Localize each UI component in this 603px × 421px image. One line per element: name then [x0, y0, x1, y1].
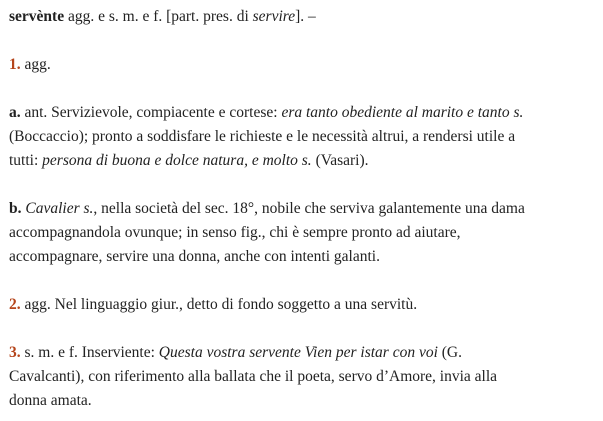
sense-2 — [9, 293, 599, 317]
lemma: servènte — [9, 8, 65, 25]
sense-1 — [9, 53, 599, 77]
sense-number: 1. — [9, 56, 21, 73]
subsense-letter: a. — [9, 104, 21, 121]
sense-text: s. m. e f. Inserviente: — [20, 344, 159, 361]
sense-b — [9, 197, 599, 269]
sense-text: Cavalcanti), con riferimento alla ballata che il poeta, servo d’Amore, invia alla — [9, 368, 498, 385]
subsense-text: ant. Servizievole, compiacente e cortese: — [20, 104, 282, 121]
sense-text: agg. Nel linguaggio giur., detto di fondo soggetto a una servitù. — [20, 296, 418, 313]
sense-text: agg. — [20, 56, 51, 73]
entry-header — [9, 5, 599, 29]
subsense-letter: b. — [9, 200, 22, 217]
subsense-text: tutti: — [9, 152, 43, 169]
subsense-text: (Boccaccio); pronto a soddisfare le richieste e le necessità altrui, a rendersi utile a — [9, 128, 516, 145]
subsense-text: accompagnare, servire una donna, anche con intenti galanti. — [9, 248, 380, 265]
sense-a — [9, 101, 599, 173]
header-end: ]. – — [295, 8, 316, 25]
etymology-word: servire — [252, 8, 296, 25]
example-phrase: Cavalier s. — [25, 200, 94, 217]
example-quote: persona di buona e dolce natura, e molto s. — [42, 152, 312, 169]
example-quote: era tanto obediente al marito e tanto s. — [281, 104, 524, 121]
sense-3 — [9, 341, 599, 413]
example-quote: Questa vostra servente Vien per istar con voi — [158, 344, 438, 361]
subsense-text: accompagnandola ovunque; in senso fig., chi è sempre pronto ad aiutare, — [9, 224, 461, 241]
grammar-info: agg. e s. m. e f. [part. pres. di — [64, 8, 253, 25]
sense-number: 2. — [9, 296, 21, 313]
sense-text: donna amata. — [9, 392, 92, 409]
sense-number: 3. — [9, 344, 21, 361]
citation: (Vasari). — [311, 152, 369, 169]
citation: (G. — [437, 344, 462, 361]
subsense-text: , nella società del sec. 18°, nobile che serviva galantemente una dama — [93, 200, 525, 217]
